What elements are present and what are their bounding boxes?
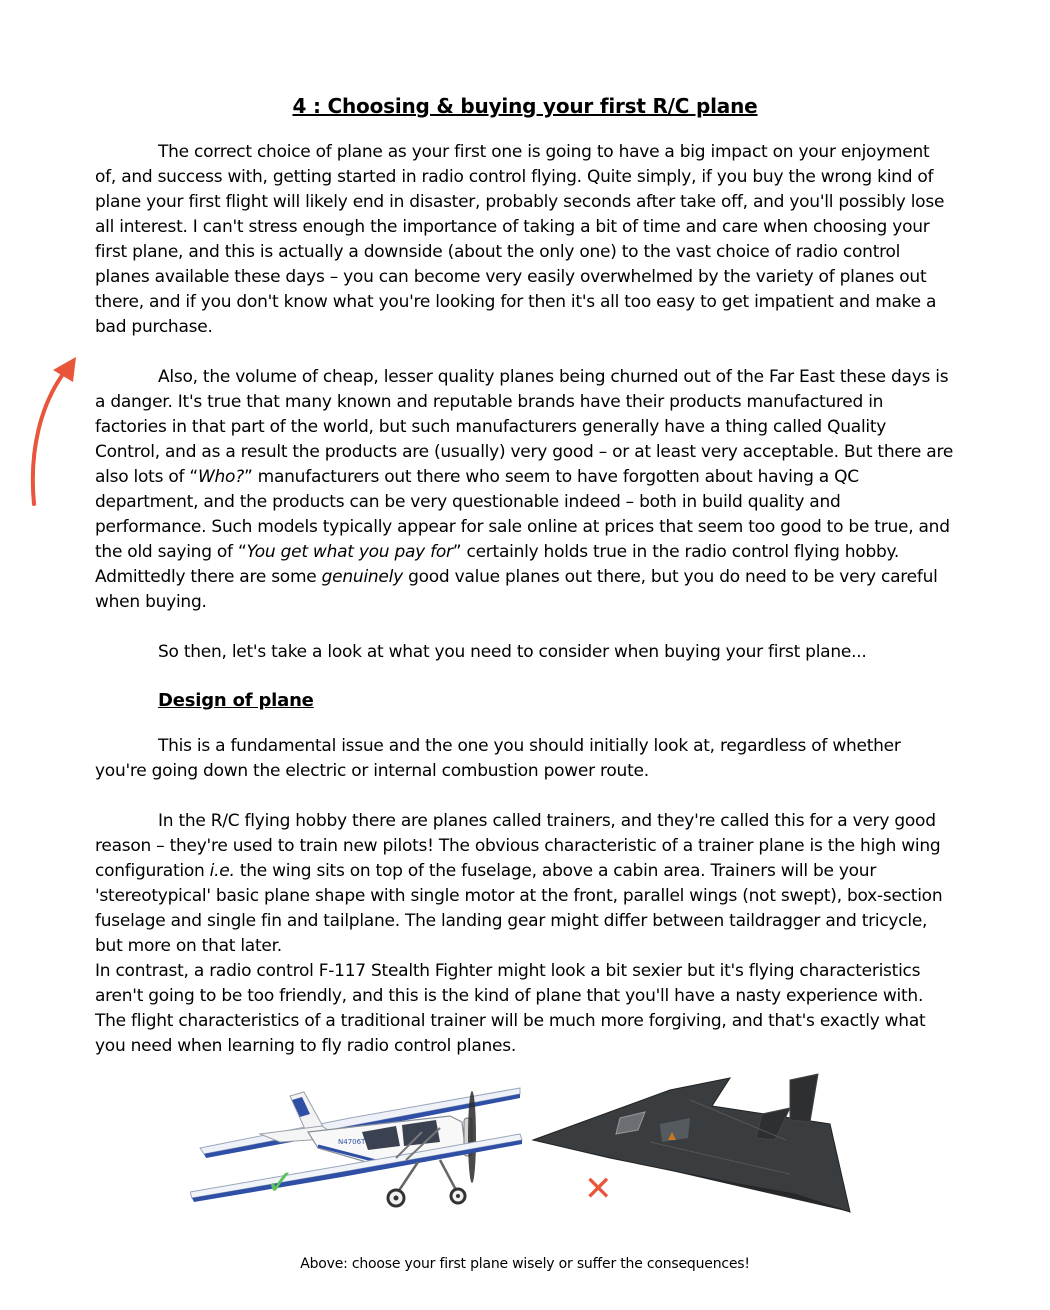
- paragraph-transition: So then, let's take a look at what you need to consider when buying your first plane...: [158, 642, 867, 662]
- section-heading: Design of plane: [158, 690, 314, 711]
- trainer-plane-image: [190, 1088, 522, 1206]
- page-title: 4 : Choosing & buying your first R/C plane: [292, 94, 758, 118]
- genuinely-emphasis: genuinely: [321, 567, 403, 587]
- who-emphasis: Who?: [197, 467, 244, 487]
- paragraph-quality: Also, the volume of cheap, lesser quality planes being churned out of the Far East these days is a danger. It's true that many known and reputable brands have their products manufactured in factories in that part of the world, but such manufacturers generally have a thing called Quality Control, and as a result the products are (usually) very good – or at least very acceptable. But there are also lots of “Who?” manufacturers out there who seem to have forgotten about having a QC department, and the products can be very questionable indeed – both in build quality and performance. Such models typically appear for sale online at prices that seem too good to be true, and the old saying of “You get what you pay for” certainly holds true in the radio control flying hobby. Admittedly there are some genuinely good value planes out there, but you do need to be very careful when buying.: [95, 367, 954, 612]
- svg-text:N4706T: N4706T: [338, 1138, 366, 1146]
- bad-choice-cross-icon: ✕: [584, 1169, 613, 1209]
- paragraph-fundamental: This is a fundamental issue and the one you should initially look at, regardless of whether you're going down the electric or internal combustion power route.: [95, 736, 901, 781]
- saying-emphasis: You get what you pay for: [246, 542, 453, 562]
- annotation-arrow: [22, 352, 82, 512]
- plane-comparison-figure: [190, 1062, 870, 1232]
- paragraph-trainers: In the R/C flying hobby there are planes called trainers, and they're called this for a very good reason – they're used to train new pilots! The obvious characteristic of a trainer plane is the high wing configuration i.e. the wing sits on top of the fuselage, above a cabin area. Trainers will be your 'stereotypical' basic plane shape with single motor at the front, parallel wings (not swept), box-section fuselage and single fin and tailplane. The landing gear might differ between taildragger and tricycle, but more on that later.: [95, 811, 943, 956]
- document-page: [95, 94, 955, 1059]
- ie-emphasis: i.e.: [209, 861, 235, 881]
- stealth-fighter-image: [533, 1074, 850, 1212]
- figure-caption: Above: choose your first plane wisely or suffer the consequences!: [300, 1256, 750, 1272]
- paragraph-contrast: In contrast, a radio control F-117 Stealth Fighter might look a bit sexier but it's flying characteristics aren't going to be too friendly, and this is the kind of plane that you'll have a nasty experience with. The flight characteristics of a traditional trainer will be much more forgiving, and that's exactly what you need when learning to fly radio control planes.: [95, 961, 926, 1056]
- good-choice-check-icon: ✓: [266, 1163, 295, 1203]
- paragraph-intro: The correct choice of plane as your first one is going to have a big impact on your enjoyment of, and success with, getting started in radio control flying. Quite simply, if you buy the wrong kind of plane your first flight will likely end in disaster, probably seconds after take off, and you'll possibly lose all interest. I can't stress enough the importance of taking a bit of time and care when choosing your first plane, and this is actually a downside (about the only one) to the vast choice of radio control planes available these days – you can become very easily overwhelmed by the variety of planes out there, and if you don't know what you're looking for then it's all too easy to get impatient and make a bad purchase.: [95, 142, 945, 337]
